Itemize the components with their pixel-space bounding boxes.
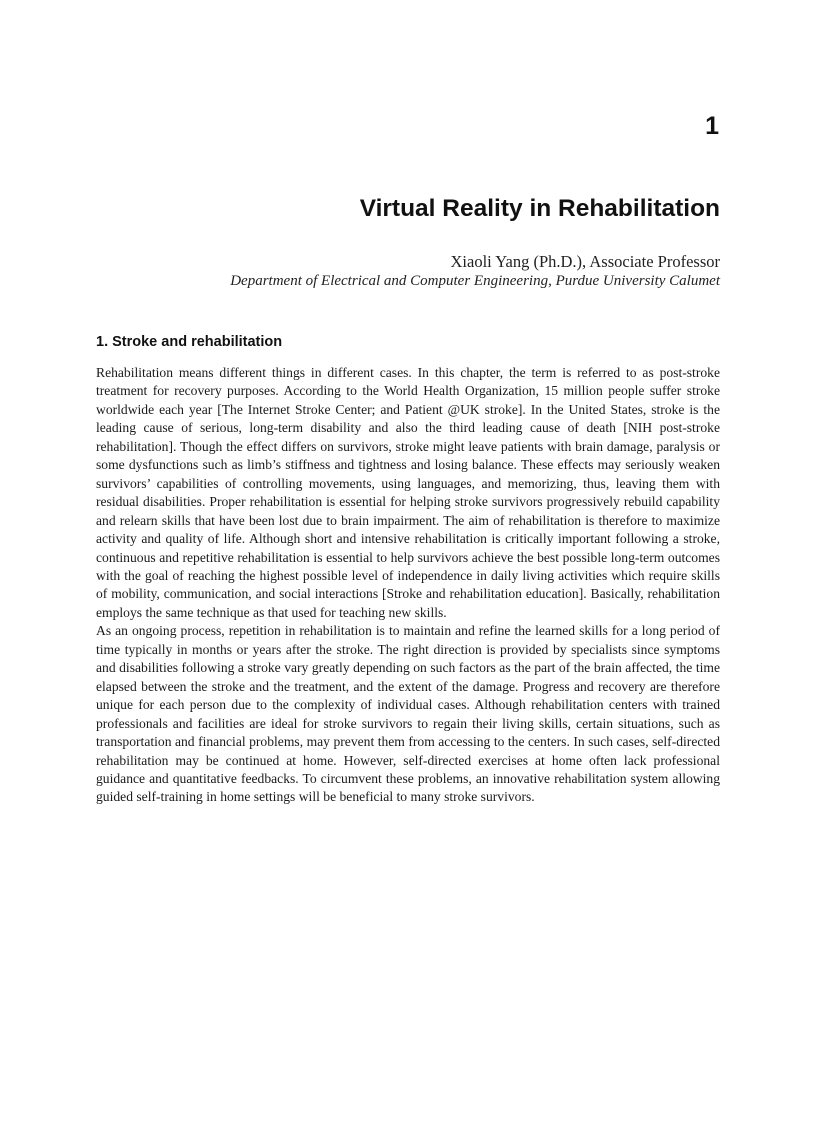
author-line: Xiaoli Yang (Ph.D.), Associate Professor xyxy=(450,252,720,271)
chapter-title: Virtual Reality in Rehabilitation xyxy=(359,195,720,222)
affiliation-line: Department of Electrical and Computer Engineering, Purdue University Calumet xyxy=(230,273,720,289)
body-paragraph: Rehabilitation means different things in different cases. In this chapter, the term is referred to as post-stroke treatment for recovery purposes. According to the World Health Organization, 15 million people suffer stroke worldwide each year [The Internet Stroke Center; and Patient @UK stroke]. In the United States, stroke is the leading cause of serious, long-term disability and also the third leading cause of death [NIH post-stroke rehabilitation]. Though the effect differs on survivors, stroke might leave patients with brain damage, paralysis or some dysfunctions such as limb’s stiffness and tightness and losing balance. These effects may seriously weaken survivors’ capabilities of controlling movements, using languages, and memorizing, thus, leaving them with residual disabilities. Proper rehabilitation is essential for helping stroke survivors progressively rebuild capability and relearn skills that have been lost due to brain impairment. The aim of rehabilitation is therefore to maximize activity and quality of life. Although short and intensive rehabilitation is critically important following a stroke, continuous and repetitive rehabilitation is essential to help survivors achieve the best possible long-term outcomes with the goal of reaching the highest possible level of independence in daily living activities which require skills of mobility, communication, and social interactions [Stroke and rehabilitation education]. Basically, rehabilitation employs the same technique as that used for teaching new skills. xyxy=(96,365,720,620)
section-body xyxy=(96,364,720,807)
chapter-number: 1 xyxy=(705,112,719,140)
body-paragraph: As an ongoing process, repetition in rehabilitation is to maintain and refine the learned skills for a long period of time typically in months or years after the stroke. The right direction is provided by specialists since symptoms and disabilities following a stroke vary greatly depending on such factors as the part of the brain affected, the time elapsed between the stroke and the treatment, and the extent of the damage. Progress and recovery are therefore unique for each person due to the complexity of individual cases. Although rehabilitation centers with trained professionals and facilities are ideal for stroke survivors to regain their living skills, certain situations, such as transportation and financial problems, may prevent them from accessing to the centers. In such cases, self-directed rehabilitation may be continued at home. However, self-directed exercises at home often lack professional guidance and quantitative feedbacks. To circumvent these problems, an innovative rehabilitation system allowing guided self-training in home settings will be beneficial to many stroke survivors. xyxy=(96,623,720,805)
section-heading: 1. Stroke and rehabilitation xyxy=(96,334,283,350)
